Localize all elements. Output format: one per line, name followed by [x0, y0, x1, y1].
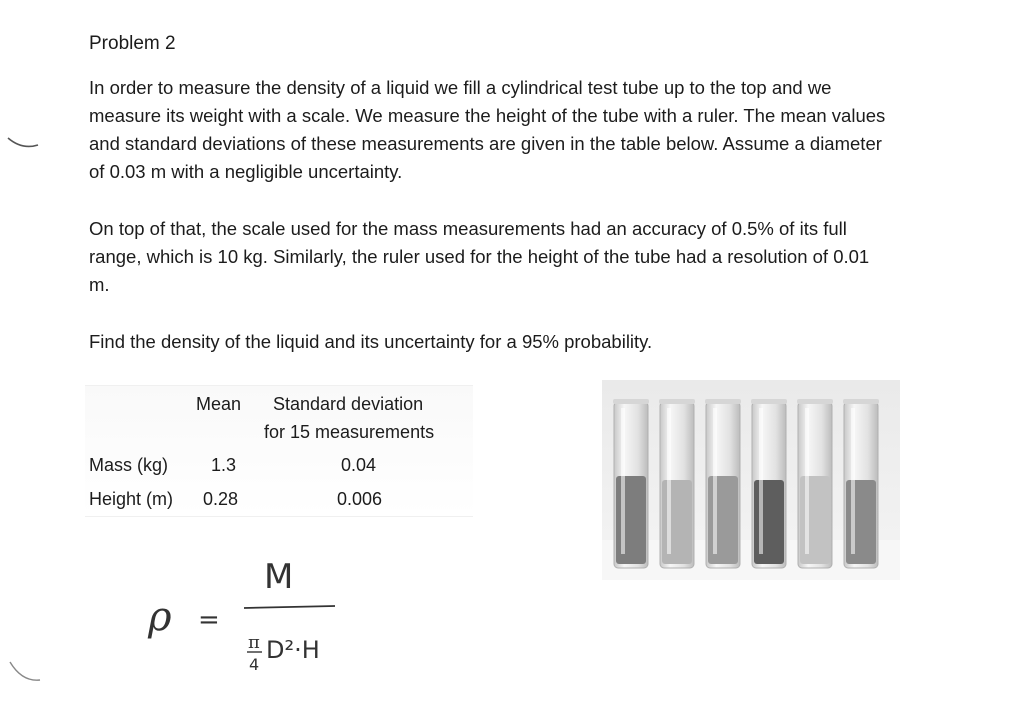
- tube-liquid: [616, 476, 646, 564]
- tube-highlight: [805, 408, 809, 554]
- header-std-line1: Standard deviation: [273, 394, 424, 414]
- problem-statement: [89, 74, 889, 186]
- row-mass-std: 0.04: [341, 455, 377, 475]
- paragraph-measurement: In order to measure the density of a liquid we fill a cylindrical test tube up to the top and we measure its weight with a scale. We measure the height of the tube with a ruler. The mean values and standard deviations of these measurements are given in the table below. Assume a diameter of 0.03 m with a negligible uncertainty.: [89, 77, 886, 182]
- tube-rim: [797, 399, 833, 404]
- row-height-mean: 0.28: [203, 489, 239, 509]
- handwritten-density-formula: [130, 552, 370, 692]
- problem-title: Problem 2: [89, 33, 176, 54]
- row-mass-label: Mass (kg): [89, 455, 169, 475]
- row-mass-mean: 1.3: [211, 455, 237, 475]
- tube-highlight: [713, 408, 717, 554]
- tube-rim: [659, 399, 695, 404]
- test-tubes-photo: [602, 380, 900, 580]
- tube-highlight: [621, 408, 625, 554]
- tube-highlight: [851, 408, 855, 554]
- hw-pi: π: [248, 632, 260, 653]
- hw-denominator: D²·H: [266, 636, 320, 664]
- tube-highlight: [667, 408, 671, 554]
- header-mean: Mean: [196, 394, 242, 414]
- measurements-table: [85, 385, 473, 517]
- hw-numerator: M: [264, 557, 294, 597]
- instrument-accuracy: [89, 215, 889, 299]
- tube-rim: [843, 399, 879, 404]
- tube-rim: [613, 399, 649, 404]
- header-std-line2: for 15 measurements: [264, 422, 435, 442]
- margin-marks: [0, 0, 60, 714]
- paragraph-accuracy: On top of that, the scale used for the mass measurements had an accuracy of 0.5% of its full range, which is 10 kg. Similarly, the ruler used for the height of the tube had a resolution of 0.01 m.: [89, 218, 870, 295]
- question: [89, 328, 889, 356]
- row-height-std: 0.006: [337, 489, 383, 509]
- tube-liquid: [846, 480, 876, 564]
- tube-liquid: [754, 480, 784, 564]
- hw-four: 4: [249, 655, 260, 674]
- tube-liquid: [800, 476, 830, 564]
- row-height-label: Height (m): [89, 489, 174, 509]
- paragraph-question: Find the density of the liquid and its uncertainty for a 95% probability.: [89, 331, 653, 352]
- hw-fraction-bar: [244, 606, 335, 608]
- tube-liquid: [708, 476, 738, 564]
- hw-rho: ρ: [148, 594, 172, 640]
- tube-liquid: [662, 480, 692, 564]
- tube-rim: [751, 399, 787, 404]
- tube-rim: [705, 399, 741, 404]
- hw-equals: =: [198, 605, 220, 635]
- tube-highlight: [759, 408, 763, 554]
